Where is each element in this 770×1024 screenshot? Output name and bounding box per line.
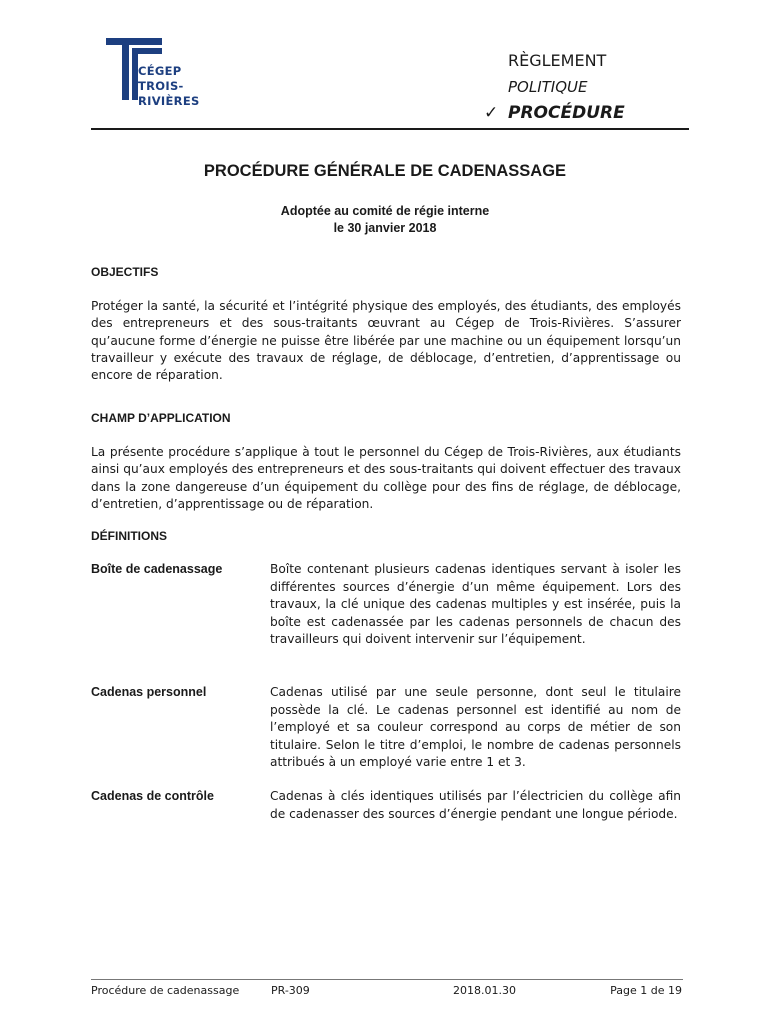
document-title: PROCÉDURE GÉNÉRALE DE CADENASSAGE [203,162,567,180]
cegep-logo [106,38,226,118]
logo-line: TROIS- [138,79,184,93]
adoption-note [0,203,770,237]
header-divider [91,128,689,130]
footer-date: 2018.01.30 [453,984,516,997]
footer-divider [91,979,683,980]
adoption-date: le 30 janvier 2018 [333,221,437,235]
footer-page-number: Page 1 de 19 [610,984,682,997]
footer-doc-name: Procédure de cadenassage [91,984,240,997]
logo-line: CÉGEP [138,64,182,78]
logo-wordmark [138,64,200,109]
doctype-politique: POLITIQUE [508,78,588,96]
definition-text: Cadenas utilisé par une seule personne, dont seul le titulaire possède la clé. Le cadenas personnel est identifié au nom de l’employé et sa couleur correspond au corps de métier de son titulaire. Selon le titre d’emploi, le nombre de cadenas personnels attribués à un employé varie entre 1 et 3. [270,685,681,770]
doctype-reglement: RÈGLEMENT [508,51,607,70]
checkmark-icon: ✓ [484,103,499,123]
section-heading: DÉFINITIONS [91,529,168,543]
section-objectifs [91,264,681,384]
section-paragraph: Protéger la santé, la sécurité et l’intégrité physique des employés, des étudiants, des employés des entrepreneurs et des sous-traitants œuvrant au Cégep de Trois-Rivières. S’assurer qu’aucune forme d’énergie ne puisse être libérée par une machine ou un équipement lorsqu’un travailleur y exécute des travaux de réglage, de déblocage, d’entretien, d’apprentissage ou encore de réparation. [91,299,681,383]
logo-line: RIVIÈRES [138,94,200,108]
section-definitions [91,528,681,545]
definition-term: Cadenas de contrôle [91,789,214,803]
definition-term: Boîte de cadenassage [91,562,223,576]
document-type-list [482,48,642,126]
section-heading: CHAMP D’APPLICATION [91,411,231,425]
definition-text: Cadenas à clés identiques utilisés par l’électricien du collège afin de cadenasser des sources d’énergie pendant une longue période. [270,789,681,821]
section-champ-application [91,410,681,513]
definition-term: Cadenas personnel [91,685,207,699]
section-heading: OBJECTIFS [91,265,159,279]
doctype-procedure-label: PROCÉDURE [508,103,625,123]
definition-text: Boîte contenant plusieurs cadenas identiques servant à isoler les différentes sources d’énergie d’un même équipement. Lors des travaux, la clé unique des cadenas multiples y est insérée, puis la boîte est cadenassée par les cadenas personnels de chacun des travailleurs qui doivent intervenir sur l’équipement. [270,562,681,647]
section-paragraph: La présente procédure s’applique à tout le personnel du Cégep de Trois-Rivières, aux étudiants ainsi qu’aux employés des entrepreneurs et des sous-traitants qui doivent effectuer des travaux dans la zone dangereuse d’un équipement du collège pour des fins de réglage, de déblocage, d’entretien, d’apprentissage ou de réparation. [91,445,681,511]
footer-code: PR-309 [271,984,310,997]
adoption-line: Adoptée au comité de régie interne [280,204,490,218]
doctype-procedure [482,100,642,126]
